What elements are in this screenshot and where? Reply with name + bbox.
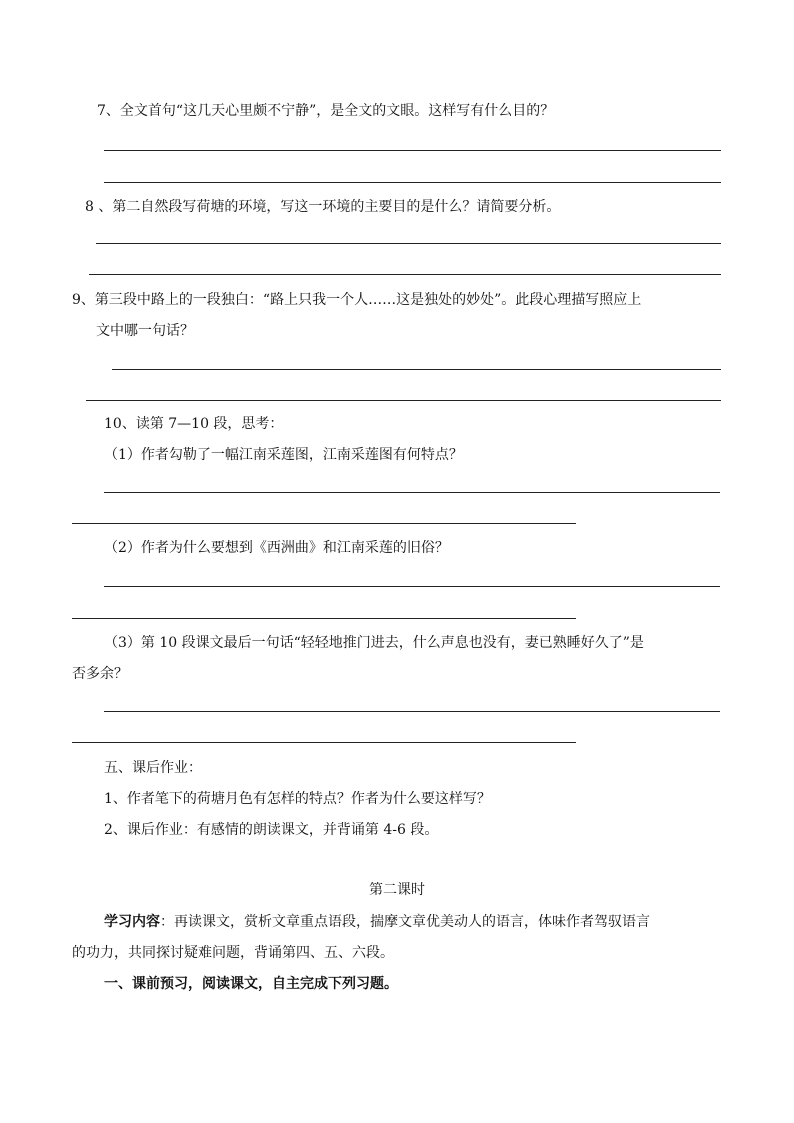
question-10-title: 10、读第 7—10 段，思考： — [104, 416, 284, 432]
answer-line — [104, 150, 721, 151]
answer-line — [104, 182, 721, 183]
learning-content-line-2: 的功力，共同探讨疑难问题，背诵第四、五、六段。 — [72, 945, 394, 961]
answer-line — [104, 711, 720, 712]
question-7: 7、全文首句“这几天心里颇不宁静”，是全文的文眼。这样写有什么目的？ — [97, 103, 555, 119]
learning-content-text: ：再读课文，赏析文章重点语段，揣摩文章优美动人的语言，体味作者驾驭语言 — [160, 914, 650, 930]
section-1-heading: 一、课前预习，阅读课文，自主完成下列习题。 — [104, 976, 398, 992]
question-10-sub-3-line-1: （3）第 10 段课文最后一句话“轻轻地推门进去，什么声息也没有，妻已熟睡好久了”是 — [104, 635, 644, 651]
learning-content-label: 学习内容 — [104, 914, 160, 930]
lesson-2-title: 第二课时 — [369, 882, 425, 898]
question-10-sub-2: （2）作者为什么要想到《西洲曲》和江南采莲的旧俗？ — [104, 540, 449, 556]
answer-line — [72, 742, 576, 743]
homework-title: 五、课后作业： — [104, 760, 202, 776]
learning-content-line-1 — [104, 912, 650, 932]
answer-line — [72, 618, 576, 619]
answer-line — [89, 274, 721, 275]
answer-line — [112, 369, 721, 370]
answer-line — [104, 586, 720, 587]
homework-item-1: 1、作者笔下的荷塘月色有怎样的特点？作者为什么要这样写？ — [104, 791, 491, 807]
question-9-line-1: 9、第三段中路上的一段独白：“路上只我一个人……这是独处的妙处”。此段心理描写照应上 — [72, 292, 642, 308]
question-10-sub-3-line-2: 否多余？ — [72, 666, 128, 682]
answer-line — [96, 243, 721, 244]
question-8: 8 、第二自然段写荷塘的环境，写这一环境的主要目的是什么？请简要分析。 — [85, 199, 561, 215]
answer-line — [86, 400, 721, 401]
homework-item-2: 2、课后作业：有感情的朗读课文，并背诵第 4-6 段。 — [104, 822, 439, 838]
answer-line — [104, 492, 720, 493]
question-10-sub-1: （1）作者勾勒了一幅江南采莲图，江南采莲图有何特点？ — [104, 447, 463, 463]
answer-line — [72, 523, 576, 524]
question-9-line-2: 文中哪一句话？ — [96, 323, 194, 339]
